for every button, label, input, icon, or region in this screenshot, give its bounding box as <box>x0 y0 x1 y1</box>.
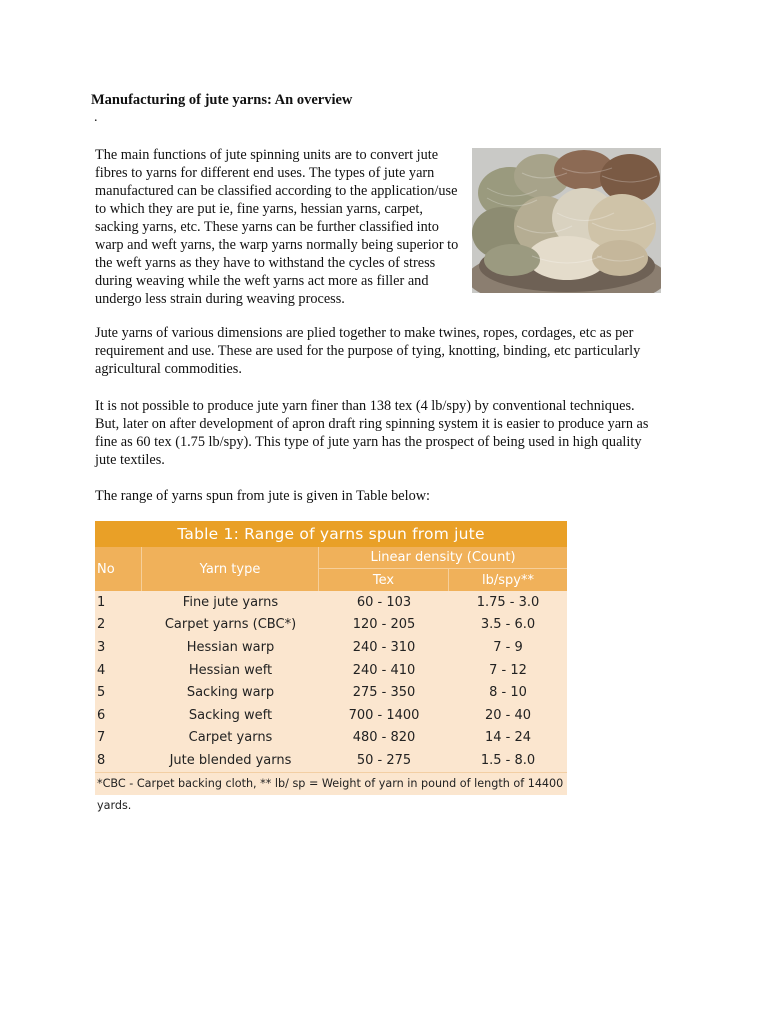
table-row <box>95 591 567 614</box>
cell-tex: 240 - 310 <box>352 639 416 655</box>
cell-yarn-type: Sacking weft <box>188 707 273 723</box>
cell-tex: 60 - 103 <box>356 594 412 610</box>
cell-lb-spy: 7 - 12 <box>489 662 527 678</box>
header-lb-spy: lb/spy** <box>482 572 534 588</box>
cell-yarn-type: Carpet yarns (CBC*) <box>164 617 297 633</box>
cell-lb-spy: 20 - 40 <box>484 707 532 723</box>
table-row <box>95 614 567 637</box>
cell-no: 5 <box>97 685 106 701</box>
table-header <box>95 547 567 591</box>
paragraph-fineness: It is not possible to produce jute yarn finer than 138 tex (4 lb/spy) by conventional techniques. But, later on after development of apron draft ring spinning system it is easier to produce yarn as fine as 60 tex (1.75 lb/spy). This type of jute yarn has the prospect of being used in high quality jute textiles. <box>95 398 649 468</box>
cell-yarn-type: Hessian warp <box>186 639 275 655</box>
cell-lb-spy: 7 - 9 <box>493 639 523 655</box>
cell-yarn-type: Jute blended yarns <box>169 752 292 768</box>
cell-no: 8 <box>97 752 106 768</box>
table-title: Table 1: Range of yarns spun from jute <box>95 521 567 547</box>
cell-no: 2 <box>97 617 106 633</box>
cell-yarn-type: Carpet yarns <box>188 730 273 746</box>
table-row <box>95 727 567 750</box>
document-title: Manufacturing of jute yarns: An overview <box>91 92 353 108</box>
table-row <box>95 704 567 727</box>
cell-tex: 240 - 410 <box>352 662 416 678</box>
paragraph-table-intro: The range of yarns spun from jute is given in Table below: <box>95 488 431 504</box>
cell-no: 1 <box>97 594 106 610</box>
cell-tex: 50 - 275 <box>356 752 412 768</box>
cell-no: 6 <box>97 707 106 723</box>
cell-lb-spy: 3.5 - 6.0 <box>480 617 536 633</box>
table-body <box>95 591 567 772</box>
table-row <box>95 636 567 659</box>
cell-no: 7 <box>97 730 106 746</box>
cell-tex: 275 - 350 <box>352 685 416 701</box>
cell-tex: 700 - 1400 <box>348 707 420 723</box>
header-tex: Tex <box>319 569 449 591</box>
cell-yarn-type: Sacking warp <box>186 685 275 701</box>
header-yarn-type: Yarn type <box>142 547 319 591</box>
yarn-range-table <box>95 521 567 812</box>
cell-lb-spy: 1.75 - 3.0 <box>476 594 540 610</box>
cell-lb-spy: 1.5 - 8.0 <box>480 752 536 768</box>
stray-dot: . <box>94 110 98 125</box>
table-row <box>95 681 567 704</box>
cell-yarn-type: Hessian weft <box>188 662 273 678</box>
paragraph-intro: The main functions of jute spinning units are to convert jute fibres to yarns for different end uses. The types of jute yarn manufactured can be classified according to the application/use to which they are put ie, fine yarns, hessian yarns, carpet, sacking yarns, etc. These yarns can be further classified into warp and weft yarns, the warp yarns normally being superior to the weft yarns as they have to withstand the cycles of stress during weaving while the weft yarns act more as filler and undergo less strain during weaving process. <box>95 147 459 307</box>
cell-lb-spy: 8 - 10 <box>489 685 527 701</box>
table-row <box>95 749 567 772</box>
cell-no: 3 <box>97 639 106 655</box>
cell-tex: 480 - 820 <box>352 730 416 746</box>
cell-lb-spy: 14 - 24 <box>484 730 532 746</box>
cell-no: 4 <box>97 662 106 678</box>
cell-yarn-type: Fine jute yarns <box>182 594 279 610</box>
table-row <box>95 659 567 682</box>
cell-tex: 120 - 205 <box>352 617 416 633</box>
yarn-skeins-image <box>472 148 661 293</box>
paragraph-plying: Jute yarns of various dimensions are plied together to make twines, ropes, cordages, etc as per requirement and use. These are used for the purpose of tying, knotting, binding, etc particularly agricultural commodities. <box>95 325 641 377</box>
header-no: No <box>95 547 142 591</box>
table-footnote: *CBC - Carpet backing cloth, ** lb/ sp = Weight of yarn in pound of length of 14400 yards. <box>95 772 567 795</box>
header-linear-density: Linear density (Count) <box>319 547 567 569</box>
